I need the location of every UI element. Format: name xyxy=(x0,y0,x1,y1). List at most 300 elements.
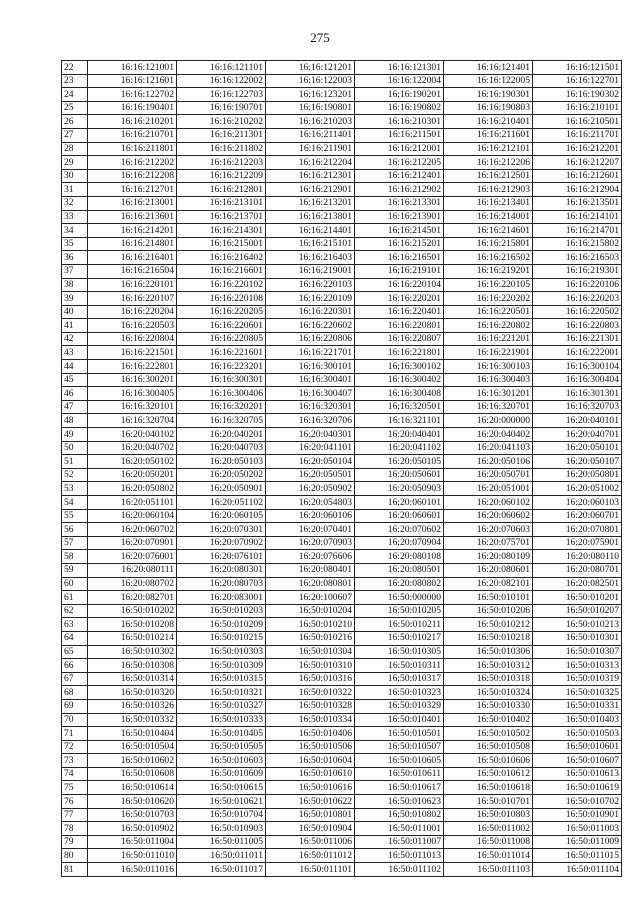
row-number: 43 xyxy=(62,346,88,360)
table-body xyxy=(62,61,622,877)
table-cell: 16:16:220202 xyxy=(444,292,533,306)
table-cell: 16:16:212904 xyxy=(533,183,622,197)
table-cell: 16:20:050102 xyxy=(88,455,177,469)
row-number: 58 xyxy=(62,550,88,564)
row-number: 33 xyxy=(62,210,88,224)
table-row xyxy=(62,264,622,278)
row-number: 31 xyxy=(62,183,88,197)
table-cell: 16:16:300301 xyxy=(177,373,266,387)
table-cell: 16:20:050501 xyxy=(266,468,355,482)
table-cell: 16:16:211701 xyxy=(533,128,622,142)
table-cell: 16:16:320706 xyxy=(266,414,355,428)
table-cell: 16:50:011017 xyxy=(177,863,266,877)
table-cell: 16:20:080801 xyxy=(266,577,355,591)
table-cell: 16:20:040401 xyxy=(355,428,444,442)
table-cell: 16:50:010206 xyxy=(444,604,533,618)
table-row xyxy=(62,795,622,809)
table-cell: 16:16:220401 xyxy=(355,305,444,319)
table-cell: 16:20:050107 xyxy=(533,455,622,469)
table-cell: 16:20:070901 xyxy=(88,536,177,550)
table-cell: 16:50:010611 xyxy=(355,767,444,781)
table-cell: 16:16:211401 xyxy=(266,128,355,142)
table-row xyxy=(62,468,622,482)
row-number: 51 xyxy=(62,455,88,469)
row-number: 75 xyxy=(62,781,88,795)
table-cell: 16:20:050802 xyxy=(88,482,177,496)
table-cell: 16:20:040702 xyxy=(88,441,177,455)
row-number: 44 xyxy=(62,360,88,374)
table-cell: 16:16:190803 xyxy=(444,101,533,115)
table-cell: 16:16:216503 xyxy=(533,251,622,265)
table-cell: 16:50:010617 xyxy=(355,781,444,795)
row-number: 27 xyxy=(62,128,88,142)
table-cell: 16:16:301201 xyxy=(444,387,533,401)
table-cell: 16:50:010601 xyxy=(533,740,622,754)
table-cell: 16:16:214201 xyxy=(88,224,177,238)
table-cell: 16:50:010204 xyxy=(266,604,355,618)
table-cell: 16:16:210301 xyxy=(355,115,444,129)
row-number: 61 xyxy=(62,591,88,605)
table-cell: 16:16:223201 xyxy=(177,360,266,374)
table-row xyxy=(62,332,622,346)
table-cell: 16:20:000000 xyxy=(444,414,533,428)
table-row xyxy=(62,645,622,659)
table-row xyxy=(62,563,622,577)
row-number: 64 xyxy=(62,631,88,645)
table-cell: 16:50:010328 xyxy=(266,699,355,713)
table-cell: 16:50:011008 xyxy=(444,835,533,849)
table-cell: 16:20:082701 xyxy=(88,591,177,605)
table-cell: 16:16:216502 xyxy=(444,251,533,265)
table-cell: 16:16:220803 xyxy=(533,319,622,333)
table-cell: 16:20:060701 xyxy=(533,509,622,523)
table-cell: 16:20:050801 xyxy=(533,468,622,482)
table-row xyxy=(62,577,622,591)
table-row xyxy=(62,305,622,319)
row-number: 54 xyxy=(62,496,88,510)
table-cell: 16:16:122005 xyxy=(444,74,533,88)
table-row xyxy=(62,169,622,183)
table-cell: 16:16:213501 xyxy=(533,196,622,210)
row-number: 69 xyxy=(62,699,88,713)
table-cell: 16:20:040201 xyxy=(177,428,266,442)
table-cell: 16:50:010904 xyxy=(266,822,355,836)
table-cell: 16:20:080301 xyxy=(177,563,266,577)
table-cell: 16:50:010202 xyxy=(88,604,177,618)
table-cell: 16:20:060102 xyxy=(444,496,533,510)
table-row xyxy=(62,849,622,863)
table-row xyxy=(62,686,622,700)
table-cell: 16:16:211801 xyxy=(88,142,177,156)
table-cell: 16:50:010405 xyxy=(177,727,266,741)
table-cell: 16:50:010309 xyxy=(177,659,266,673)
table-cell: 16:50:011004 xyxy=(88,835,177,849)
table-cell: 16:20:082501 xyxy=(533,577,622,591)
table-cell: 16:50:010330 xyxy=(444,699,533,713)
table-cell: 16:50:010307 xyxy=(533,645,622,659)
table-row xyxy=(62,523,622,537)
table-cell: 16:50:010606 xyxy=(444,754,533,768)
table-cell: 16:50:010205 xyxy=(355,604,444,618)
table-cell: 16:50:010201 xyxy=(533,591,622,605)
table-row xyxy=(62,319,622,333)
table-cell: 16:16:215801 xyxy=(444,237,533,251)
table-cell: 16:16:220205 xyxy=(177,305,266,319)
table-cell: 16:16:213301 xyxy=(355,196,444,210)
page-number: 275 xyxy=(310,30,330,45)
table-cell: 16:16:220805 xyxy=(177,332,266,346)
table-cell: 16:16:220801 xyxy=(355,319,444,333)
row-number: 36 xyxy=(62,251,88,265)
table-cell: 16:50:010331 xyxy=(533,699,622,713)
row-number: 78 xyxy=(62,822,88,836)
table-cell: 16:50:010212 xyxy=(444,618,533,632)
row-number: 23 xyxy=(62,74,88,88)
table-row xyxy=(62,618,622,632)
table-row xyxy=(62,373,622,387)
table-cell: 16:16:190802 xyxy=(355,101,444,115)
row-number: 40 xyxy=(62,305,88,319)
table-cell: 16:20:070903 xyxy=(266,536,355,550)
table-row xyxy=(62,672,622,686)
table-cell: 16:50:010901 xyxy=(533,808,622,822)
table-cell: 16:16:215802 xyxy=(533,237,622,251)
table-cell: 16:50:010504 xyxy=(88,740,177,754)
table-cell: 16:50:010315 xyxy=(177,672,266,686)
table-cell: 16:20:080108 xyxy=(355,550,444,564)
table-cell: 16:20:060601 xyxy=(355,509,444,523)
table-row xyxy=(62,183,622,197)
table-row xyxy=(62,101,622,115)
table-cell: 16:16:213601 xyxy=(88,210,177,224)
table-cell: 16:16:215201 xyxy=(355,237,444,251)
table-cell: 16:16:216504 xyxy=(88,264,177,278)
table-cell: 16:16:300102 xyxy=(355,360,444,374)
row-number: 59 xyxy=(62,563,88,577)
table-cell: 16:16:211501 xyxy=(355,128,444,142)
table-cell: 16:16:300408 xyxy=(355,387,444,401)
table-cell: 16:16:210203 xyxy=(266,115,355,129)
row-number: 67 xyxy=(62,672,88,686)
table-cell: 16:16:222801 xyxy=(88,360,177,374)
table-row xyxy=(62,455,622,469)
table-row xyxy=(62,360,622,374)
table-cell: 16:50:010607 xyxy=(533,754,622,768)
table-cell: 16:20:040301 xyxy=(266,428,355,442)
row-number: 25 xyxy=(62,101,88,115)
table-row xyxy=(62,251,622,265)
table-cell: 16:20:080111 xyxy=(88,563,177,577)
table-row xyxy=(62,659,622,673)
table-cell: 16:16:214601 xyxy=(444,224,533,238)
table-cell: 16:50:010325 xyxy=(533,686,622,700)
table-cell: 16:50:010703 xyxy=(88,808,177,822)
table-cell: 16:50:010316 xyxy=(266,672,355,686)
table-cell: 16:50:010324 xyxy=(444,686,533,700)
table-cell: 16:16:122003 xyxy=(266,74,355,88)
table-cell: 16:50:011007 xyxy=(355,835,444,849)
table-cell: 16:16:300405 xyxy=(88,387,177,401)
table-cell: 16:50:010302 xyxy=(88,645,177,659)
table-cell: 16:16:220201 xyxy=(355,292,444,306)
table-cell: 16:16:216401 xyxy=(88,251,177,265)
table-row xyxy=(62,550,622,564)
table-cell: 16:50:010903 xyxy=(177,822,266,836)
table-cell: 16:50:010507 xyxy=(355,740,444,754)
table-cell: 16:50:010310 xyxy=(266,659,355,673)
table-row xyxy=(62,278,622,292)
table-cell: 16:50:010214 xyxy=(88,631,177,645)
table-cell: 16:16:213701 xyxy=(177,210,266,224)
row-number: 37 xyxy=(62,264,88,278)
table-cell: 16:20:051001 xyxy=(444,482,533,496)
row-number: 66 xyxy=(62,659,88,673)
table-cell: 16:50:010622 xyxy=(266,795,355,809)
table-cell: 16:16:220103 xyxy=(266,278,355,292)
table-row xyxy=(62,496,622,510)
table-cell: 16:50:010503 xyxy=(533,727,622,741)
table-cell: 16:16:121301 xyxy=(355,61,444,75)
table-cell: 16:16:221901 xyxy=(444,346,533,360)
table-cell: 16:16:220502 xyxy=(533,305,622,319)
table-cell: 16:20:080110 xyxy=(533,550,622,564)
table-cell: 16:20:051101 xyxy=(88,496,177,510)
table-cell: 16:16:211901 xyxy=(266,142,355,156)
table-cell: 16:16:300402 xyxy=(355,373,444,387)
table-cell: 16:20:050601 xyxy=(355,468,444,482)
row-number: 73 xyxy=(62,754,88,768)
table-cell: 16:16:190201 xyxy=(355,88,444,102)
table-cell: 16:16:121601 xyxy=(88,74,177,88)
table-cell: 16:16:212207 xyxy=(533,156,622,170)
row-number: 52 xyxy=(62,468,88,482)
table-cell: 16:16:221601 xyxy=(177,346,266,360)
table-cell: 16:50:010402 xyxy=(444,713,533,727)
table-cell: 16:16:214101 xyxy=(533,210,622,224)
table-cell: 16:16:220203 xyxy=(533,292,622,306)
table-cell: 16:20:060101 xyxy=(355,496,444,510)
table-cell: 16:50:010308 xyxy=(88,659,177,673)
table-cell: 16:16:214001 xyxy=(444,210,533,224)
row-number: 81 xyxy=(62,863,88,877)
row-number: 49 xyxy=(62,428,88,442)
row-number: 70 xyxy=(62,713,88,727)
table-cell: 16:50:011101 xyxy=(266,863,355,877)
table-row xyxy=(62,727,622,741)
table-cell: 16:20:060103 xyxy=(533,496,622,510)
table-cell: 16:50:010401 xyxy=(355,713,444,727)
table-row xyxy=(62,210,622,224)
table-cell: 16:50:010101 xyxy=(444,591,533,605)
table-cell: 16:20:041103 xyxy=(444,441,533,455)
row-number: 47 xyxy=(62,400,88,414)
table-cell: 16:16:301301 xyxy=(533,387,622,401)
table-cell: 16:16:300104 xyxy=(533,360,622,374)
table-cell: 16:16:122701 xyxy=(533,74,622,88)
table-cell: 16:16:212401 xyxy=(355,169,444,183)
table-cell: 16:16:215001 xyxy=(177,237,266,251)
table-cell: 16:50:010323 xyxy=(355,686,444,700)
table-cell: 16:16:122702 xyxy=(88,88,177,102)
row-number: 55 xyxy=(62,509,88,523)
table-cell: 16:20:080401 xyxy=(266,563,355,577)
table-cell: 16:16:220301 xyxy=(266,305,355,319)
table-cell: 16:20:076606 xyxy=(266,550,355,564)
table-cell: 16:20:050103 xyxy=(177,455,266,469)
table-cell: 16:16:212601 xyxy=(533,169,622,183)
table-row xyxy=(62,428,622,442)
table-cell: 16:16:210202 xyxy=(177,115,266,129)
table-cell: 16:20:082101 xyxy=(444,577,533,591)
row-number: 63 xyxy=(62,618,88,632)
table-cell: 16:20:060602 xyxy=(444,509,533,523)
table-cell: 16:50:010211 xyxy=(355,618,444,632)
table-cell: 16:16:221701 xyxy=(266,346,355,360)
table-row xyxy=(62,196,622,210)
table-cell: 16:20:076001 xyxy=(88,550,177,564)
table-cell: 16:50:010216 xyxy=(266,631,355,645)
row-number: 24 xyxy=(62,88,88,102)
table-cell: 16:16:214301 xyxy=(177,224,266,238)
table-cell: 16:16:211802 xyxy=(177,142,266,156)
table-cell: 16:20:060106 xyxy=(266,509,355,523)
table-cell: 16:50:010406 xyxy=(266,727,355,741)
table-cell: 16:50:010333 xyxy=(177,713,266,727)
table-cell: 16:20:080802 xyxy=(355,577,444,591)
table-cell: 16:16:220602 xyxy=(266,319,355,333)
table-cell: 16:16:214801 xyxy=(88,237,177,251)
table-cell: 16:16:212204 xyxy=(266,156,355,170)
table-cell: 16:50:011002 xyxy=(444,822,533,836)
table-cell: 16:50:010610 xyxy=(266,767,355,781)
table-cell: 16:50:011102 xyxy=(355,863,444,877)
table-cell: 16:50:010801 xyxy=(266,808,355,822)
table-cell: 16:20:070801 xyxy=(533,523,622,537)
table-cell: 16:50:010615 xyxy=(177,781,266,795)
table-cell: 16:16:216601 xyxy=(177,264,266,278)
table-cell: 16:16:211301 xyxy=(177,128,266,142)
table-cell: 16:16:212201 xyxy=(533,142,622,156)
table-cell: 16:50:010604 xyxy=(266,754,355,768)
table-cell: 16:20:041101 xyxy=(266,441,355,455)
row-number: 50 xyxy=(62,441,88,455)
table-cell: 16:50:010303 xyxy=(177,645,266,659)
table-cell: 16:50:010210 xyxy=(266,618,355,632)
table-cell: 16:50:010306 xyxy=(444,645,533,659)
table-cell: 16:16:219301 xyxy=(533,264,622,278)
table-cell: 16:16:220501 xyxy=(444,305,533,319)
row-number: 60 xyxy=(62,577,88,591)
table-cell: 16:50:010329 xyxy=(355,699,444,713)
table-row xyxy=(62,115,622,129)
table-cell: 16:50:010311 xyxy=(355,659,444,673)
table-cell: 16:16:219201 xyxy=(444,264,533,278)
table-cell: 16:50:010704 xyxy=(177,808,266,822)
table-cell: 16:16:220105 xyxy=(444,278,533,292)
row-number: 53 xyxy=(62,482,88,496)
table-cell: 16:50:011010 xyxy=(88,849,177,863)
table-cell: 16:50:010616 xyxy=(266,781,355,795)
table-cell: 16:16:212203 xyxy=(177,156,266,170)
table-cell: 16:16:121001 xyxy=(88,61,177,75)
table-cell: 16:50:010305 xyxy=(355,645,444,659)
table-cell: 16:20:060702 xyxy=(88,523,177,537)
row-number: 32 xyxy=(62,196,88,210)
table-cell: 16:50:010609 xyxy=(177,767,266,781)
row-number: 22 xyxy=(62,61,88,75)
table-cell: 16:50:011011 xyxy=(177,849,266,863)
table-cell: 16:50:010502 xyxy=(444,727,533,741)
table-row xyxy=(62,822,622,836)
table-cell: 16:16:220106 xyxy=(533,278,622,292)
table-cell: 16:20:051102 xyxy=(177,496,266,510)
table-cell: 16:16:213801 xyxy=(266,210,355,224)
table-cell: 16:16:216402 xyxy=(177,251,266,265)
table-cell: 16:16:122002 xyxy=(177,74,266,88)
table-row xyxy=(62,128,622,142)
table-cell: 16:20:040703 xyxy=(177,441,266,455)
table-cell: 16:16:220806 xyxy=(266,332,355,346)
cadastral-table xyxy=(61,60,622,877)
table-cell: 16:16:212301 xyxy=(266,169,355,183)
table-cell: 16:20:075701 xyxy=(444,536,533,550)
table-cell: 16:50:010603 xyxy=(177,754,266,768)
table-cell: 16:16:190701 xyxy=(177,101,266,115)
table-cell: 16:16:213401 xyxy=(444,196,533,210)
table-row xyxy=(62,292,622,306)
table-cell: 16:50:011016 xyxy=(88,863,177,877)
table-cell: 16:16:320101 xyxy=(88,400,177,414)
table-cell: 16:50:011015 xyxy=(533,849,622,863)
table-cell: 16:20:050105 xyxy=(355,455,444,469)
table-cell: 16:20:040102 xyxy=(88,428,177,442)
table-cell: 16:20:060105 xyxy=(177,509,266,523)
table-cell: 16:20:050903 xyxy=(355,482,444,496)
table-row xyxy=(62,509,622,523)
table-cell: 16:16:300201 xyxy=(88,373,177,387)
table-cell: 16:16:210701 xyxy=(88,128,177,142)
table-cell: 16:16:211601 xyxy=(444,128,533,142)
table-cell: 16:20:050902 xyxy=(266,482,355,496)
table-cell: 16:20:070904 xyxy=(355,536,444,550)
row-number: 76 xyxy=(62,795,88,809)
table-cell: 16:50:011009 xyxy=(533,835,622,849)
table-row xyxy=(62,781,622,795)
table-cell: 16:50:010620 xyxy=(88,795,177,809)
table-row xyxy=(62,224,622,238)
table-cell: 16:16:220107 xyxy=(88,292,177,306)
table-cell: 16:16:300401 xyxy=(266,373,355,387)
table-cell: 16:16:320703 xyxy=(533,400,622,414)
table-cell: 16:50:011104 xyxy=(533,863,622,877)
table-cell: 16:50:010313 xyxy=(533,659,622,673)
table-row xyxy=(62,74,622,88)
table-cell: 16:16:300404 xyxy=(533,373,622,387)
table-cell: 16:16:212209 xyxy=(177,169,266,183)
table-row xyxy=(62,142,622,156)
table-row xyxy=(62,387,622,401)
table-cell: 16:50:011005 xyxy=(177,835,266,849)
table-cell: 16:50:010701 xyxy=(444,795,533,809)
row-number: 62 xyxy=(62,604,88,618)
table-cell: 16:50:010619 xyxy=(533,781,622,795)
table-cell: 16:20:070603 xyxy=(444,523,533,537)
table-row xyxy=(62,835,622,849)
table-cell: 16:20:070902 xyxy=(177,536,266,550)
table-cell: 16:20:070401 xyxy=(266,523,355,537)
table-row xyxy=(62,536,622,550)
table-cell: 16:16:216501 xyxy=(355,251,444,265)
